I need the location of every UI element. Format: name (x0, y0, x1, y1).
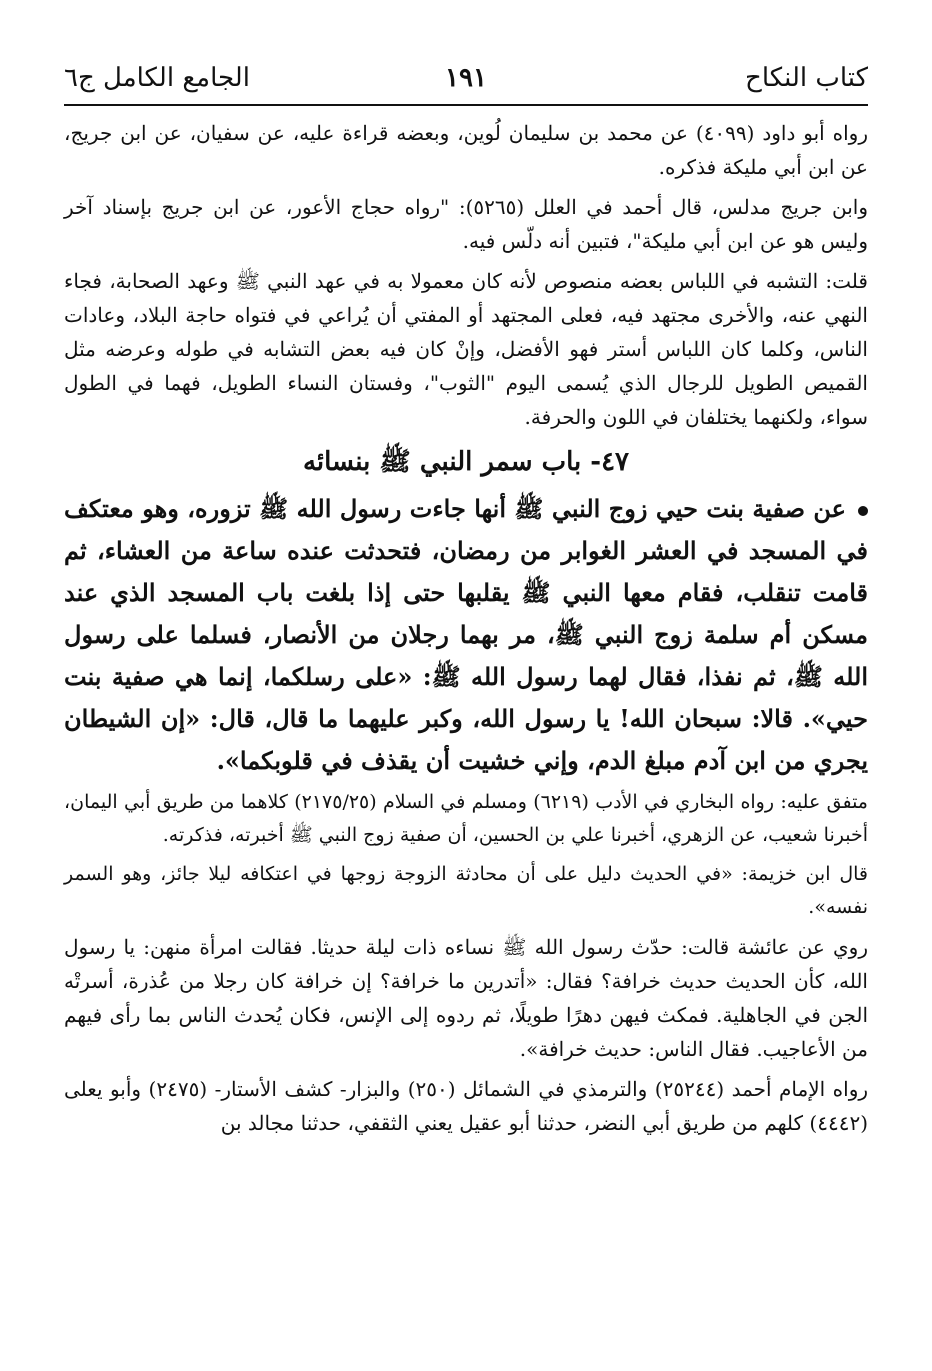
chapter-heading: ٤٧- باب سمر النبي ﷺ بنسائه (302, 447, 630, 477)
paragraph-khurafa: روي عن عائشة قالت: حدّث رسول الله ﷺ نساءه ذات ليلة حديثا. فقالت امرأة منهن: يا رسول الله، كأن الحديث حديث خرافة؟ فقال: «أتدرين ما خرافة؟ إن خرافة كان رجلا من عُذرة، أسرتْه الجن في الجاهلية. فمكث فيهن دهرًا طويلًا، ثم ردوه إلى الإنس، فكان يُحدث الناس بما رأى فيهم من الأعاجيب. فقال الناس: حديث خرافة». (64, 935, 868, 1061)
paragraph-ahmad-takhrij: رواه الإمام أحمد (٢٥٢٤٤) والترمذي في الشمائل (٢٥٠) والبزار- كشف الأستار- (٢٤٧٥) وأبو يعلى (٤٤٤٢) كلهم من طريق أبي النضر، حدثنا أبو عقيل يعني الثقفي، حدثنا مجالد بن (64, 1077, 869, 1135)
book-title: كتاب النكاح (745, 63, 868, 93)
paragraph-tadlis-note: وابن جريج مدلس، قال أحمد في العلل (٥٢٦٥): "رواه حجاج الأعور، عن ابن جريج بإسناد آخر وليس هو عن ابن أبي مليكة"، فتبين أنه دلّس فيه. (64, 195, 869, 253)
volume-title: الجامع الكامل ج٦ (64, 63, 250, 93)
hadith-text (64, 488, 868, 782)
page-header (64, 56, 868, 100)
page-body (64, 116, 868, 1146)
paragraph-ibn-khuzayma: قال ابن خزيمة: «في الحديث دليل على أن محادثة الزوجة زوجها في اعتكافه ليلا جائز، وهو السمر نفسه». (64, 863, 868, 918)
bullet-icon (858, 506, 868, 516)
paragraph-takhrij: متفق عليه: رواه البخاري في الأدب (٦٢١٩) ومسلم في السلام (٢١٧٥/٢٥) كلاهما من طريق أبي اليمان، أخبرنا شعيب، عن الزهري، أخبرنا علي بن الحسين، أن صفية زوج النبي ﷺ أخبرته، فذكرته. (64, 791, 868, 846)
page-number: ١٩١ (445, 63, 487, 93)
paragraph-clothing-note: قلت: التشبه في اللباس بعضه منصوص لأنه كان معمولا به في عهد النبي ﷺ وعهد الصحابة، فجاء النهي عنه، والأخرى مجتهد فيه، فعلى المجتهد أو المفتي أن يُراعي في فتواه حاجة البلاد، وعادات الناس، وكلما كان اللباس أستر فهو الأفضل، وإنْ كان فيه بعض التشابه في طوله وعرضه مثل القميص الطويل للرجال الذي يُسمى اليوم "الثوب"، وفستان النساء الطويل، فهما في الطول سواء، ولكنهما يختلفان في اللون والحرفة. (64, 269, 868, 429)
paragraph-abu-dawud: رواه أبو داود (٤٠٩٩) عن محمد بن سليمان لُوين، وبعضه قراءة عليه، عن سفيان، عن ابن جريج، عن ابن أبي مليكة فذكره. (64, 121, 868, 179)
header-divider (64, 104, 868, 106)
hadith-body: عن صفية بنت حيي زوج النبي ﷺ أنها جاءت رسول الله ﷺ تزوره، وهو معتكف في المسجد في العشر الغوابر من رمضان، فتحدثت عنده ساعة من العشاء، ثم قامت تنقلب، فقام معها النبي ﷺ يقلبها حتى إذا بلغت باب المسجد الذي عند مسكن أم سلمة زوج النبي ﷺ، مر بهما رجلان من الأنصار، فسلما على رسول الله ﷺ، ثم نفذا، فقال لهما رسول الله ﷺ: «على رسلكما، إنما هي صفية بنت حيي». قالا: سبحان الله! يا رسول الله، وكبر عليهما ما قال، قال: «إن الشيطان يجري من ابن آدم مبلغ الدم، وإني خشيت أن يقذف في قلوبكما». (64, 494, 869, 775)
